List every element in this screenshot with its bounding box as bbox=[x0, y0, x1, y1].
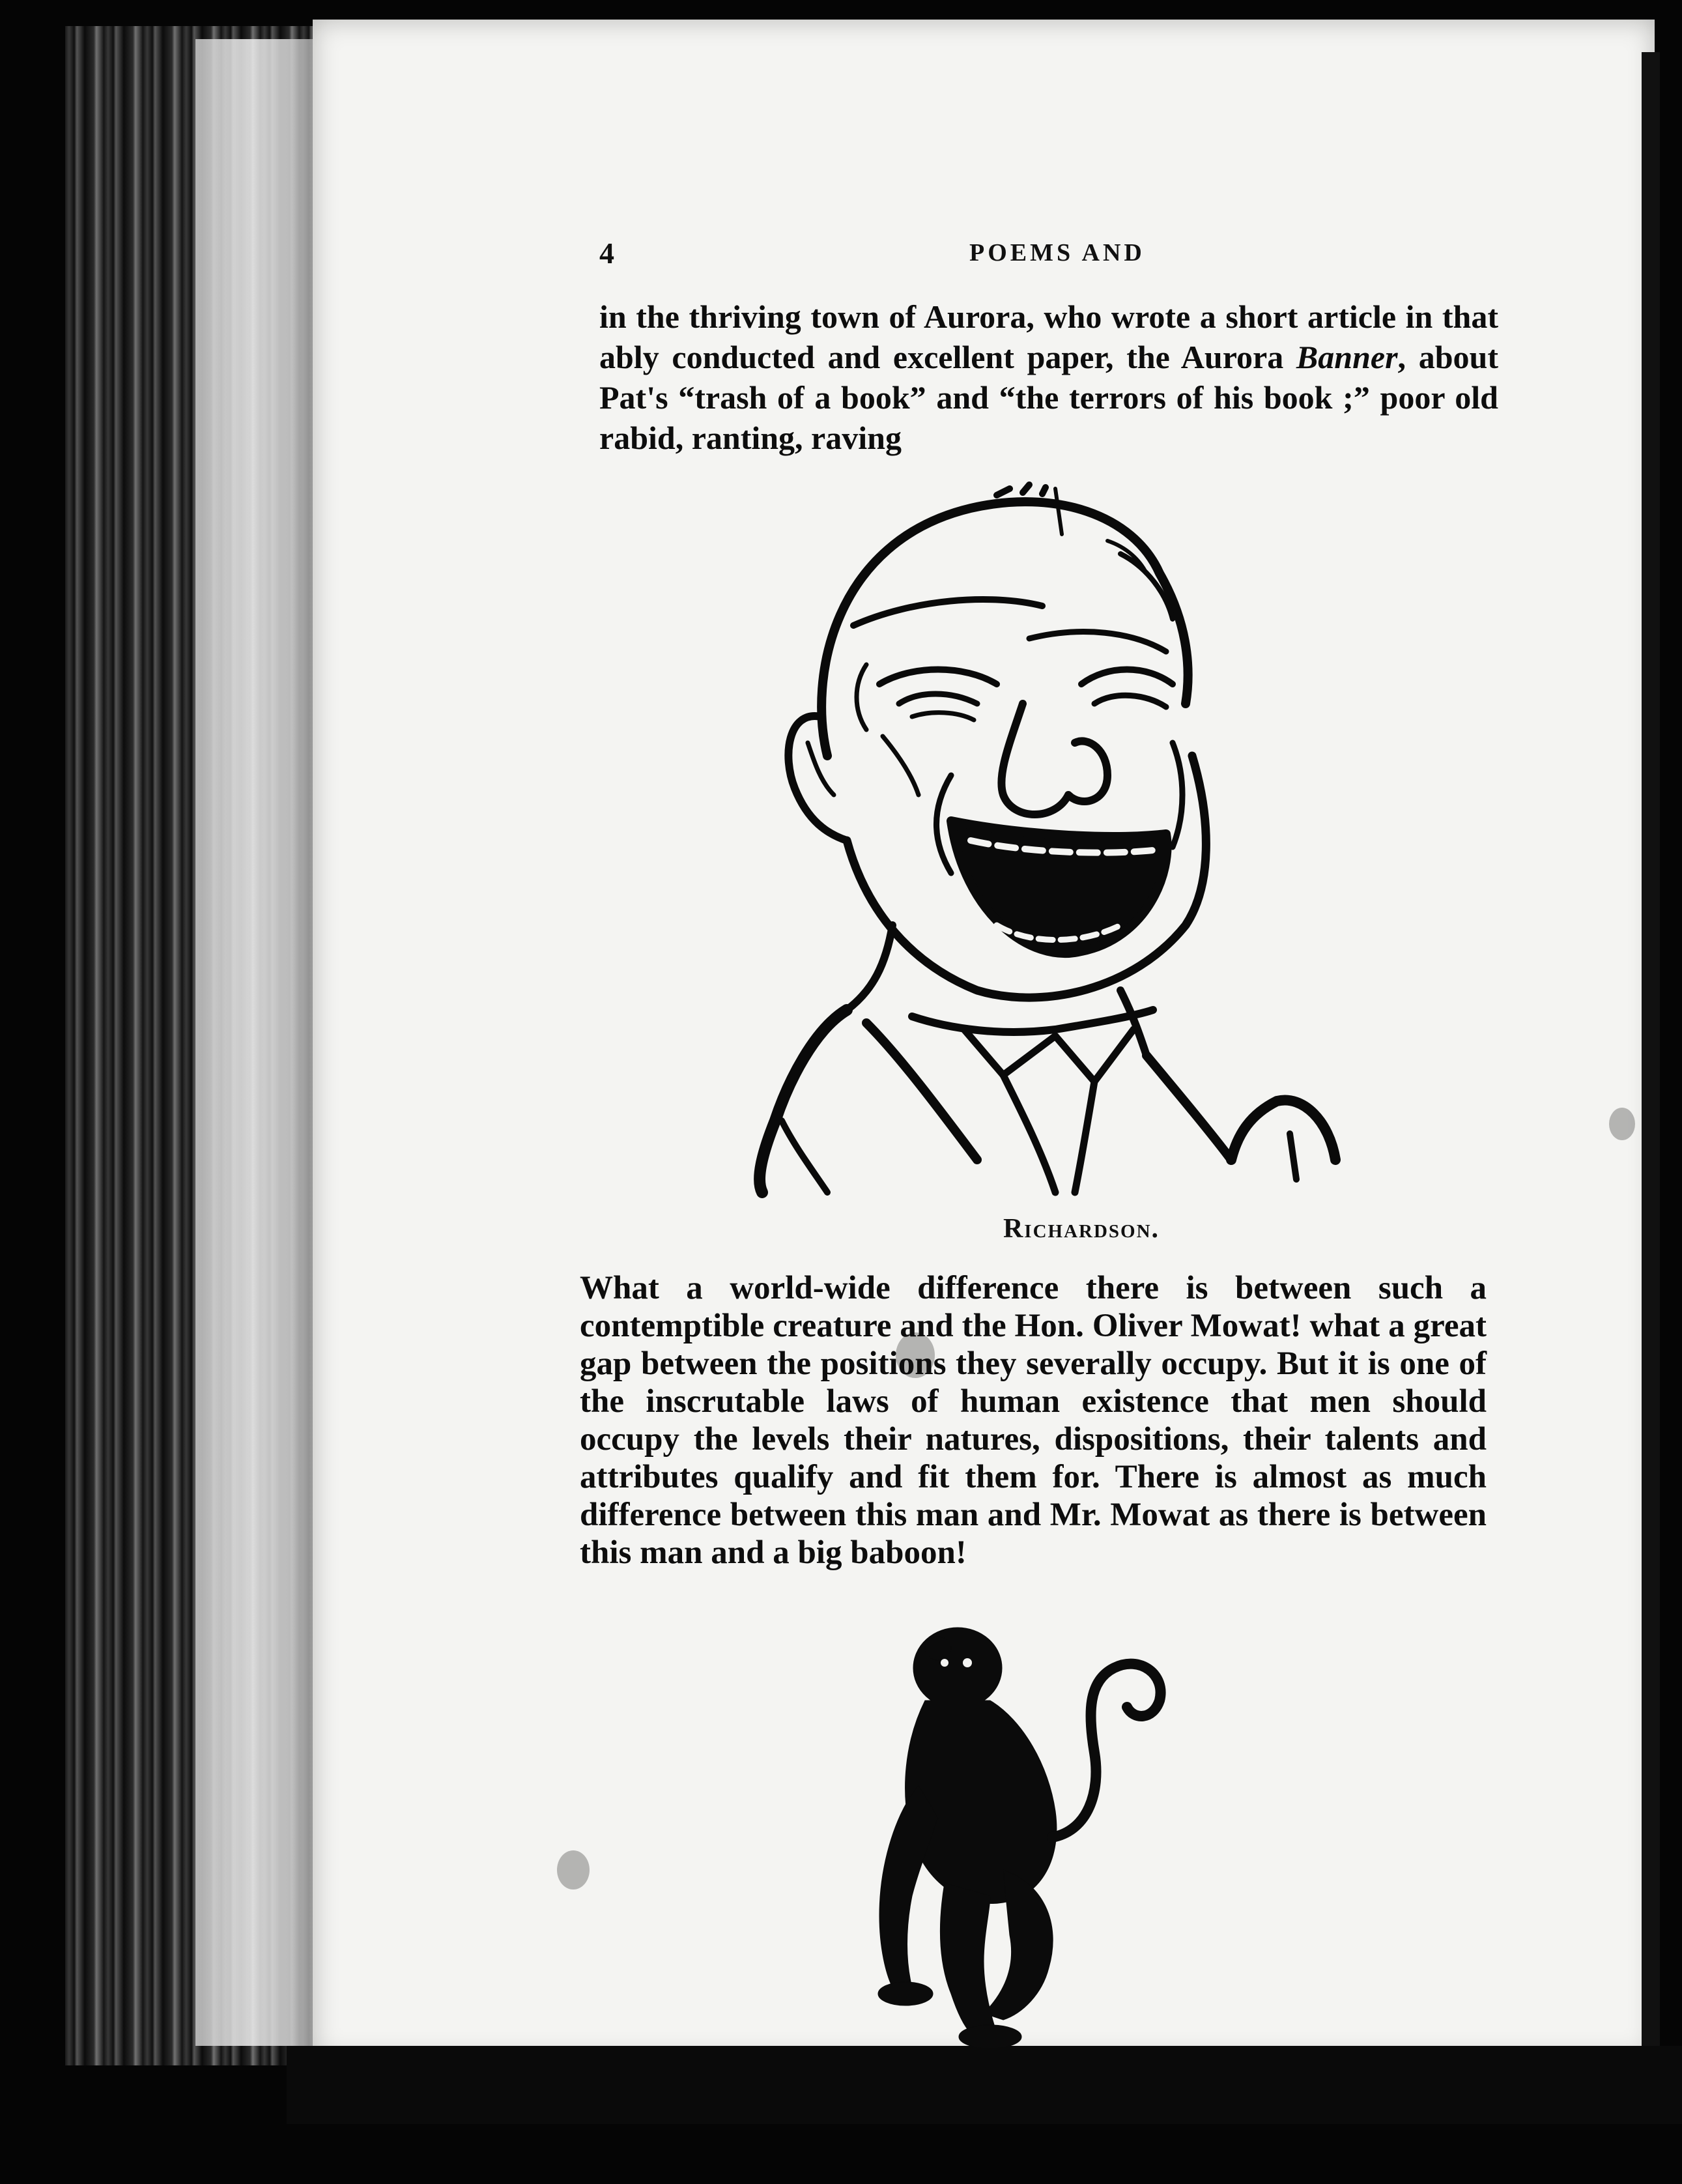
page-number: 4 bbox=[599, 237, 614, 270]
paragraph-text: , about Pat's “trash of a book” and “the terrors of his book ;” poor old rabid, ranting, raving bbox=[599, 339, 1498, 456]
ink-smudge bbox=[1609, 1108, 1635, 1140]
caricature-portrait bbox=[717, 469, 1368, 1199]
portrait-caption: Richardson. bbox=[1003, 1214, 1160, 1244]
page-fold-edge bbox=[195, 39, 326, 2046]
ink-smudge bbox=[557, 1850, 590, 1889]
page-bottom-shadow bbox=[287, 2046, 1682, 2124]
page-right-border bbox=[1642, 52, 1660, 2046]
opening-paragraph bbox=[599, 296, 1498, 458]
running-head bbox=[599, 236, 1518, 268]
paragraph-text: in the thriving town of Aurora, who wrote a short article in that ably conducted and excellent paper, the Aurora bbox=[599, 298, 1498, 375]
baboon-silhouette bbox=[866, 1622, 1205, 2052]
closing-paragraph: What a world-wide difference there is between such a contemptible creature and the Hon. Oliver Mowat! what a great gap between the positions they severally occupy. But it is one of the inscrutable laws of human existence that men should occupy the levels their natures, dispositions, their talents and attributes qualify and fit them for. There is almost as much difference between this man and Mr. Mowat as there is between this man and a big baboon! bbox=[580, 1270, 1487, 1571]
running-title: POEMS AND bbox=[969, 239, 1145, 266]
newspaper-title: Banner bbox=[1296, 339, 1398, 375]
